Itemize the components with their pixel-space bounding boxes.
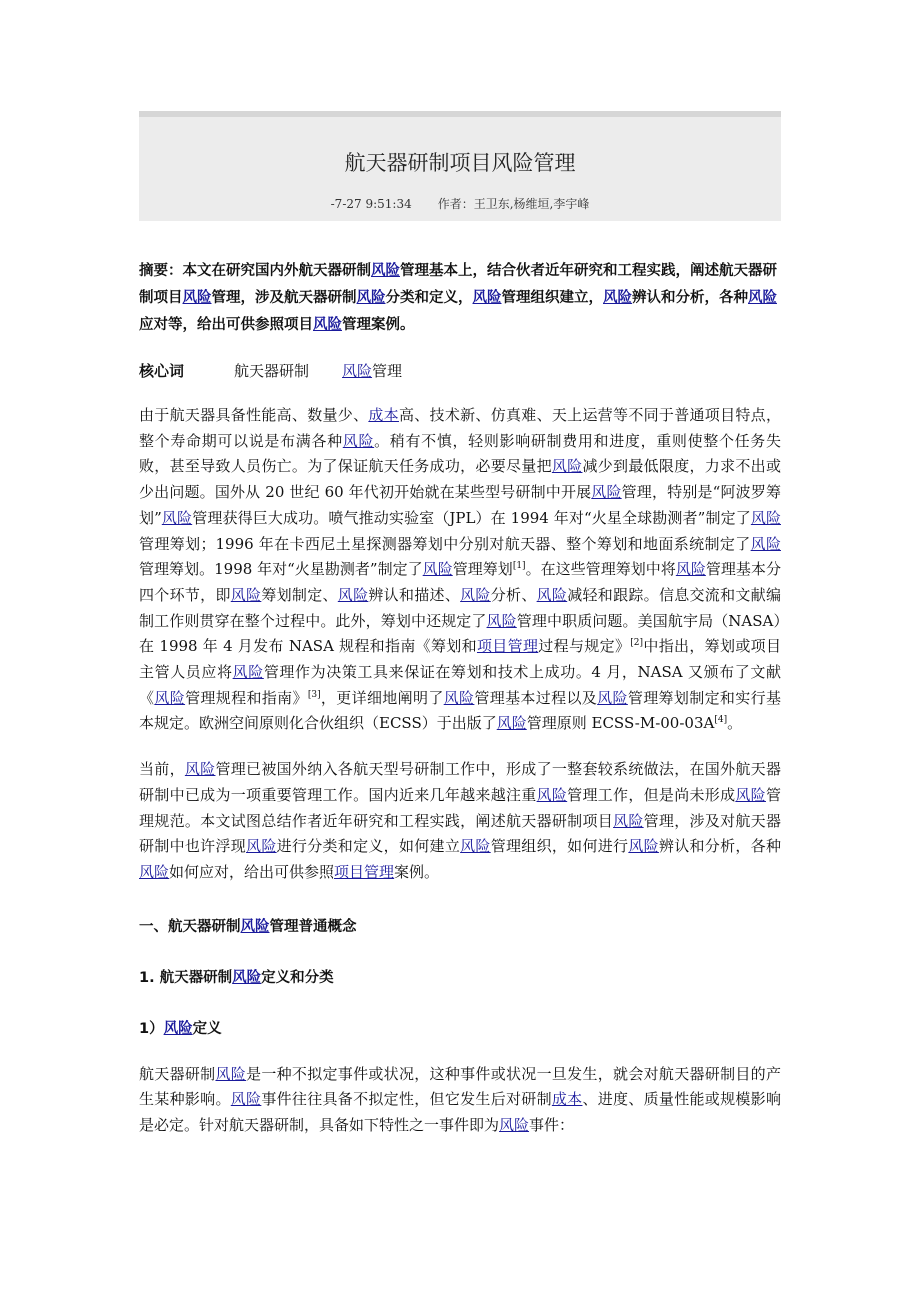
inline-link[interactable]: 风险 xyxy=(246,837,277,856)
inline-link[interactable]: 风险 xyxy=(591,483,622,502)
text-run: 当前， xyxy=(139,760,185,779)
citation-ref: [2] xyxy=(630,638,644,649)
text-run: 案例。 xyxy=(394,862,440,881)
text-run: 管理规范。本文试图总结作者近年研究和工程实践，阐述航天器研制项目 xyxy=(139,785,781,830)
text-run: 一、航天器研制 xyxy=(139,918,241,935)
text-run: 管理基本分四个环节，即 xyxy=(139,560,781,604)
inline-link[interactable]: 风险 xyxy=(443,688,475,707)
text-run: 应对等，给出可供参照项目 xyxy=(139,317,313,333)
inline-link[interactable]: 风险 xyxy=(675,560,706,579)
citation-ref: [3] xyxy=(307,689,321,700)
text-run: 管理筹划。1998 年对“火星勘测者”制定了 xyxy=(139,560,423,579)
article-meta xyxy=(139,195,781,212)
inline-link[interactable]: 风险 xyxy=(499,1116,530,1135)
intro-paragraph xyxy=(139,403,781,737)
text-run: 筹划制定、 xyxy=(261,585,338,604)
inline-link[interactable]: 风险 xyxy=(613,811,644,830)
inline-link[interactable]: 风险 xyxy=(230,585,262,604)
article-header xyxy=(139,111,781,221)
text-run: 管理已被国外纳入各航天型号研制工作中，形成了一整套较系统做法，在国外航天器研制中已成为一项重要管理工作。国内近来几年越来越注重 xyxy=(139,760,781,804)
text-run: 高、技术新、仿真难、天上运营等不同于普通项目特点，整个寿命期可以说是布满各种 xyxy=(139,406,781,450)
text-run: 管理工作，但是尚未形成 xyxy=(567,785,736,804)
text-run: 辨认和描述、 xyxy=(368,585,461,604)
definition-paragraph xyxy=(139,1062,781,1139)
inline-link[interactable]: 风险 xyxy=(460,837,491,856)
text-run: 分类和定义， xyxy=(385,290,473,306)
inline-link[interactable]: 风险 xyxy=(337,585,369,604)
article-title: 航天器研制项目风险管理 xyxy=(344,151,576,175)
inline-link[interactable]: 成本 xyxy=(551,1090,583,1109)
text-run: 1） xyxy=(139,1020,164,1037)
inline-link[interactable]: 风险 xyxy=(628,837,659,856)
keyword-1: 航天器研制 xyxy=(234,362,310,380)
text-run: 定义 xyxy=(192,1020,222,1037)
inline-link[interactable]: 风险 xyxy=(232,969,262,986)
keyword-2-rest: 管理 xyxy=(372,362,403,380)
text-run: 过程与规定》 xyxy=(538,637,631,656)
text-run: 航天器研制 xyxy=(139,1064,216,1083)
inline-link[interactable]: 风险 xyxy=(472,290,502,306)
text-run: ，更详细地阐明了 xyxy=(320,688,444,707)
publish-date: -7-27 9:51:34 xyxy=(330,197,412,211)
inline-link[interactable]: 风险 xyxy=(536,785,568,804)
citation-ref: [4] xyxy=(714,715,728,726)
subsection-heading xyxy=(139,965,781,991)
keywords-label: 核心词 xyxy=(139,362,185,380)
inline-link[interactable]: 风险 xyxy=(342,431,375,450)
text-run: 辨认和分析，各种 xyxy=(632,290,748,306)
text-run: 事件往往具备不拟定性，但它发生后对研制 xyxy=(261,1090,552,1109)
author-line: 作者：王卫东,杨维垣,李宇峰 xyxy=(437,197,590,211)
text-run: 。 xyxy=(727,714,743,733)
text-run: 管理组织，如何进行 xyxy=(490,837,629,856)
text-run: 管理，涉及航天器研制 xyxy=(211,290,357,306)
section-heading xyxy=(139,914,781,940)
text-run: 如何应对，给出可供参照 xyxy=(169,862,335,881)
inline-link[interactable]: 成本 xyxy=(368,406,399,424)
inline-link[interactable]: 项目管理 xyxy=(476,637,539,656)
inline-link[interactable]: 风险 xyxy=(750,508,781,527)
text-run: 管理，特别是“阿波罗筹划” xyxy=(139,483,781,527)
inline-link[interactable]: 风险 xyxy=(313,317,342,333)
inline-link[interactable]: 风险 xyxy=(750,534,781,553)
text-run: 是一种不拟定事件或状况，这种事件或状况一旦发生，就会对航天器研制目的产生某种影响。 xyxy=(139,1064,781,1109)
text-run: 管理作为决策工具来保证在筹划和技术上成功。4 月，NASA 又颁布了文献《 xyxy=(139,663,781,707)
keywords-line xyxy=(139,358,781,384)
inline-link[interactable]: 风险 xyxy=(161,508,193,527)
text-run: 1. 航天器研制 xyxy=(139,969,233,986)
text-run: 管理筹划 xyxy=(452,560,513,579)
text-run: 管理基本过程以及 xyxy=(474,688,598,707)
inline-link[interactable]: 风险 xyxy=(232,663,264,682)
status-paragraph xyxy=(139,757,781,886)
inline-link[interactable]: 风险 xyxy=(240,918,270,935)
inline-link[interactable]: 风险 xyxy=(184,760,216,779)
inline-link[interactable]: 风险 xyxy=(182,290,212,306)
inline-link[interactable]: 风险 xyxy=(154,688,186,707)
text-run: 管理规程和指南》 xyxy=(185,688,308,707)
inline-link[interactable]: 风险 xyxy=(215,1064,247,1083)
text-run: 管理获得巨大成功。喷气推动实验室（JPL）在 1994 年对“火星全球勘测者”制定了 xyxy=(192,508,751,527)
text-run: 定义和分类 xyxy=(261,969,334,986)
article-body xyxy=(139,258,781,1139)
inline-link[interactable]: 风险 xyxy=(603,290,632,306)
text-run: 管理筹划；1996 年在卡西尼土星探测器筹划中分别对航天器、整个筹划和地面系统制定了 xyxy=(139,534,751,553)
inline-link[interactable]: 项目管理 xyxy=(334,862,395,881)
text-run: 辨认和分析，各种 xyxy=(658,837,781,856)
text-run: 管理普通概念 xyxy=(269,918,357,935)
text-run: 管理组织建立， xyxy=(501,290,603,306)
text-run: 。稍有不慎，轻则影响研制费用和进度，重则使整个任务失败，甚至导致人员伤亡。为了保证航天任务成功，必要尽量把 xyxy=(139,431,781,476)
inline-link[interactable]: 风险 xyxy=(356,290,386,306)
text-run: 。在这些管理筹划中将 xyxy=(525,560,676,579)
text-run: 、进度、质量性能或规模影响是必定。针对航天器研制，具备如下特性之一事件即为 xyxy=(139,1090,781,1135)
keyword-2-link[interactable]: 风险 xyxy=(342,362,373,380)
inline-link[interactable]: 风险 xyxy=(748,290,777,306)
text-run: 管理原则 ECSS-M-00-03A xyxy=(526,714,715,733)
inline-link[interactable]: 风险 xyxy=(139,862,170,881)
sub-subsection-heading xyxy=(139,1016,781,1042)
text-run: 管理中职质问题。美国航宇局（NASA）在 1998 年 4 月发布 NASA 规程和指南《筹划和 xyxy=(139,611,781,656)
inline-link[interactable]: 风险 xyxy=(536,585,568,604)
inline-link[interactable]: 风险 xyxy=(496,714,527,733)
text-run: 中指出，筹划或项目主管人员应将 xyxy=(139,637,781,682)
inline-link[interactable]: 风险 xyxy=(735,785,766,804)
text-run: 管理基本上，结合伙者近年研究和工程实践，阐述航天器研制项目 xyxy=(139,263,777,306)
inline-link[interactable]: 风险 xyxy=(163,1020,193,1037)
text-run: 管理，涉及对航天器研制中也许浮现 xyxy=(139,811,781,856)
text-run: 减少到最低限度，力求不出或少出问题。国外从 20 世纪 60 年代初开始就在某些型号研制中开展 xyxy=(139,457,781,502)
text-run: 由于航天器具备性能高、数量少、 xyxy=(139,406,369,424)
inline-link[interactable]: 风险 xyxy=(422,560,453,579)
inline-link[interactable]: 风险 xyxy=(460,585,491,604)
citation-ref: [1] xyxy=(512,561,526,572)
text-run: 分析、 xyxy=(490,585,537,604)
inline-link[interactable]: 风险 xyxy=(371,263,400,279)
text-run: 管理筹划制定和实行基本规定。欧洲空间原则化合伙组织（ECSS）于出版了 xyxy=(139,688,781,733)
inline-link[interactable]: 风险 xyxy=(597,688,628,707)
text-run: 摘要：本文在研究国内外航天器研制 xyxy=(139,263,371,279)
text-run: 进行分类和定义，如何建立 xyxy=(276,837,461,856)
inline-link[interactable]: 风险 xyxy=(230,1090,262,1109)
inline-link[interactable]: 风险 xyxy=(486,611,517,630)
text-run: 事件： xyxy=(529,1116,575,1135)
abstract xyxy=(139,258,781,339)
text-run: 减轻和跟踪。信息交流和文献编制工作则贯穿在整个过程中。此外，筹划中还规定了 xyxy=(139,585,781,630)
inline-link[interactable]: 风险 xyxy=(551,457,583,476)
text-run: 管理案例。 xyxy=(342,317,415,333)
